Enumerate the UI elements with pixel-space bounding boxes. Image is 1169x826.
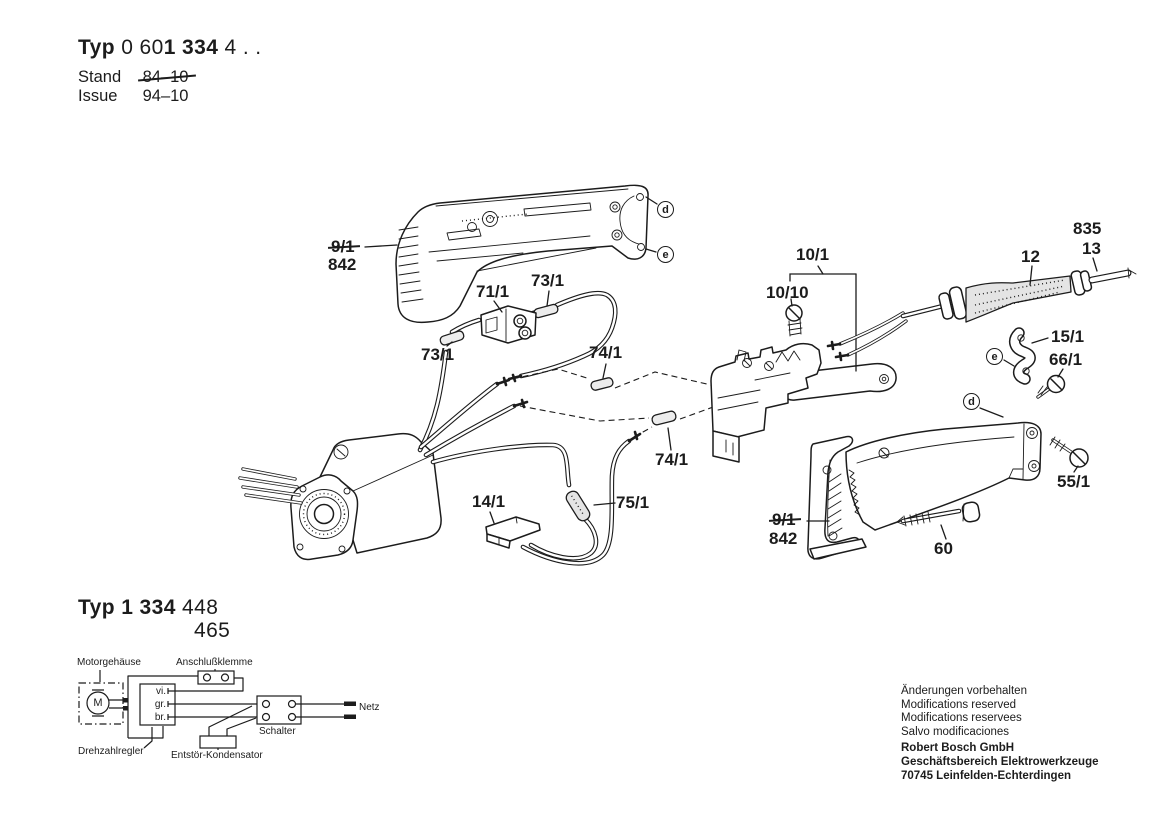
- type-number-part2: 1 334: [163, 36, 219, 59]
- part-label-15-1: 15/1: [1051, 327, 1085, 346]
- callout-d-mid: d: [963, 393, 980, 410]
- plug-71-1-drawing: [481, 306, 536, 343]
- issue-value: 94–10: [142, 87, 189, 105]
- schematic-label-motor-housing: Motorgehäuse: [77, 657, 141, 668]
- type-number-line: [78, 36, 262, 60]
- stand-value-struck: 84–10: [142, 68, 189, 86]
- stand-row: [78, 68, 262, 87]
- callout-e-top: e: [657, 246, 674, 263]
- part-label-14-1: 14/1: [472, 492, 506, 511]
- footer-type-line1: [78, 596, 230, 619]
- company-block: [901, 742, 1099, 783]
- footer-type-label: Typ: [78, 596, 115, 619]
- part-label-73-1-left: 73/1: [421, 345, 455, 364]
- schematic-label-mains: Netz: [359, 702, 380, 713]
- crimp-terminals: [497, 375, 640, 441]
- part-label-842-top: 842: [328, 255, 357, 274]
- company-line: 70745 Leinfelden-Echterdingen: [901, 769, 1071, 782]
- part-label-13: 13: [1082, 239, 1101, 258]
- part-label-74-1-right: 74/1: [655, 450, 689, 469]
- connector-sleeves: [439, 304, 677, 523]
- part-label-9-1-top: 9/1: [331, 237, 355, 256]
- motor-drawing: [240, 434, 441, 560]
- schematic-label-switch: Schalter: [259, 726, 296, 737]
- stand-label: Stand: [78, 68, 122, 86]
- part-label-12: 12: [1021, 247, 1040, 266]
- issue-label: Issue: [78, 87, 118, 105]
- part-label-73-1-top: 73/1: [531, 271, 565, 290]
- part-label-10-1: 10/1: [796, 245, 830, 264]
- footer-notes-block: [901, 685, 1099, 783]
- part-label-9-1-bottom: 9/1: [772, 510, 796, 529]
- footer-type-number: 1 334: [121, 596, 176, 619]
- part-label-66-1: 66/1: [1049, 350, 1083, 369]
- footer-type-variant1: 448: [182, 596, 219, 619]
- part-label-75-1: 75/1: [616, 493, 650, 512]
- part-label-842-bottom: 842: [769, 529, 798, 548]
- note-line: Modifications reserved: [901, 698, 1017, 711]
- header-type-block: [78, 36, 262, 106]
- wiring-schematic: [79, 669, 356, 750]
- schematic-label-suppression-capacitor: Entstör-Kondensator: [171, 750, 263, 761]
- part-label-10-10: 10/10: [766, 283, 809, 302]
- part-label-71-1: 71/1: [476, 282, 510, 301]
- type-number-part3: 4 . .: [218, 36, 262, 59]
- switch-assembly-drawing: [711, 274, 896, 462]
- company-line: Robert Bosch GmbH: [901, 742, 1015, 755]
- issue-row: [78, 87, 262, 106]
- company-line: Geschäftsbereich Elektrowerkzeuge: [901, 755, 1099, 768]
- part-label-74-1-mid: 74/1: [589, 343, 623, 362]
- type-label: Typ: [78, 36, 115, 59]
- schematic-label-wire-brown: br.: [154, 712, 166, 723]
- part-label-60: 60: [934, 539, 953, 558]
- lower-housing-drawing: [807, 408, 1041, 559]
- part-label-55-1: 55/1: [1057, 472, 1091, 491]
- type-number-part1: 0 60: [121, 36, 164, 59]
- callout-d-top: d: [657, 201, 674, 218]
- revision-block: [78, 68, 262, 106]
- label-leaders: [447, 291, 671, 523]
- note-line: Modifications reservees: [901, 712, 1022, 725]
- note-line: Salvo modificaciones: [901, 725, 1010, 738]
- footer-type-block: [78, 596, 230, 642]
- heating-element-drawing: [828, 258, 1136, 360]
- schematic-motor-symbol: M: [93, 697, 103, 709]
- note-line: Änderungen vorbehalten: [901, 685, 1027, 697]
- schematic-label-wire-grey: gr.: [154, 699, 166, 710]
- callout-e-mid: e: [986, 348, 1003, 365]
- schematic-label-speed-controller: Drehzahlregler: [78, 746, 144, 757]
- part-label-835: 835: [1073, 219, 1102, 238]
- schematic-label-terminal-clamp: Anschlußklemme: [176, 657, 253, 668]
- footer-type-variant2: 465: [194, 619, 231, 642]
- schematic-label-wire-violet: vi.: [156, 686, 166, 697]
